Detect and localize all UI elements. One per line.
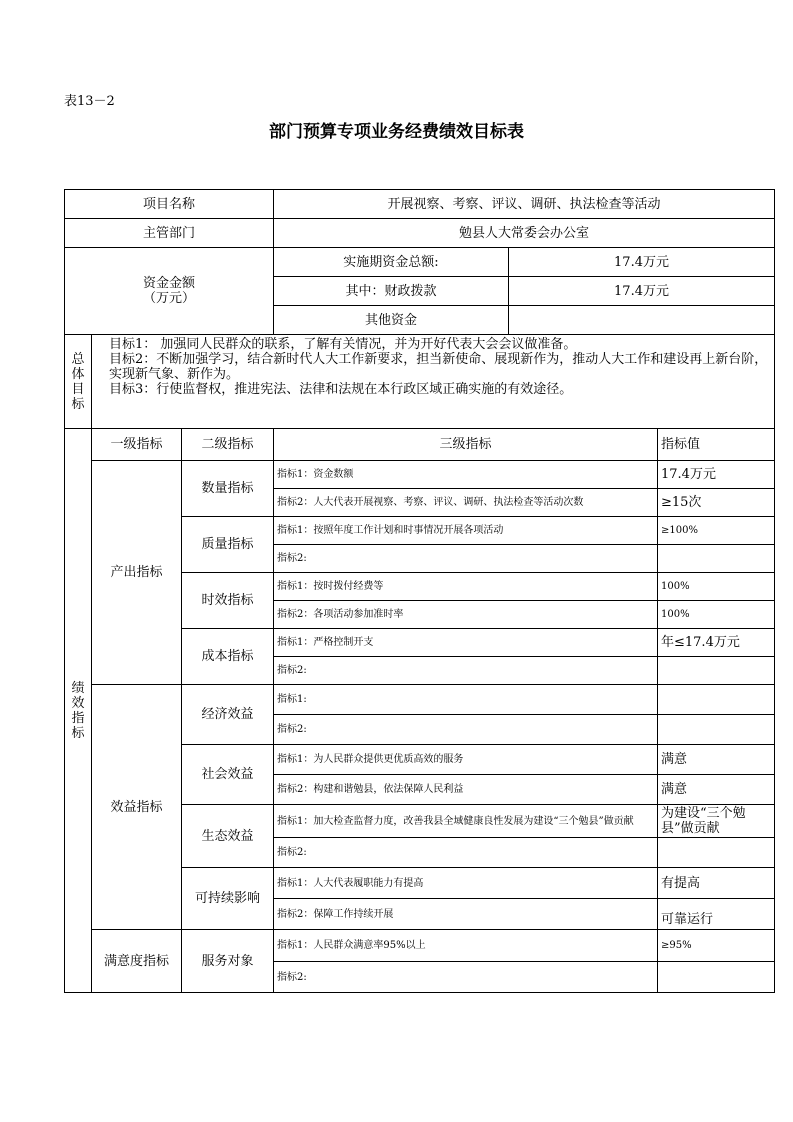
level2-ecological: 生态效益 (182, 805, 274, 868)
level1-output: 产出指标 (92, 461, 182, 685)
goal-item: 目标2：不断加强学习，结合新时代人大工作新要求，担当新使命、展现新作为，推动人大工作和建设再上新台阶，实现新气象、新作为。 (109, 352, 768, 382)
page-title: 部门预算专项业务经费绩效目标表 (269, 122, 524, 142)
other-funds-label: 其他资金 (274, 306, 509, 335)
indicator-value (658, 715, 775, 745)
level2-social: 社会效益 (182, 745, 274, 805)
indicator-text: 指标2：人大代表开展视察、考察、评议、调研、执法检查等活动次数 (274, 489, 658, 517)
header-level1: 一级指标 (92, 429, 182, 461)
indicator-value: 为建设“三个勉县”做贡献 (658, 805, 775, 838)
indicator-text: 指标2: (274, 715, 658, 745)
level2-quality: 质量指标 (182, 517, 274, 573)
indicator-text: 指标1：人民群众满意率95%以上 (274, 930, 658, 962)
funds-unit: （万元） (142, 291, 195, 306)
perf-side-label-text: 绩效指标 (71, 680, 85, 741)
header-level3: 三级指标 (274, 429, 658, 461)
indicator-text: 指标1：为人民群众提供更优质高效的服务 (274, 745, 658, 775)
funds-label-cell (65, 248, 274, 335)
indicator-value: 年≤17.4万元 (658, 629, 775, 657)
indicator-value (658, 962, 775, 993)
overall-goals-content (92, 335, 775, 429)
indicator-value: 满意 (658, 775, 775, 805)
level2-service: 服务对象 (182, 930, 274, 993)
dept-value: 勉县人大常委会办公室 (274, 219, 775, 248)
indicator-text: 指标2: (274, 838, 658, 868)
total-funds-label: 实施期资金总额: (274, 248, 509, 277)
indicator-value: 17.4万元 (658, 461, 775, 489)
indicator-value: ≥15次 (658, 489, 775, 517)
level1-benefit: 效益指标 (92, 685, 182, 930)
header-value: 指标值 (658, 429, 775, 461)
indicator-text: 指标2: (274, 962, 658, 993)
indicator-text: 指标2: (274, 657, 658, 685)
other-funds-value (509, 306, 775, 335)
indicator-value: 100% (658, 601, 775, 629)
level2-timeliness: 时效指标 (182, 573, 274, 629)
total-funds-value: 17.4万元 (509, 248, 775, 277)
perf-side-label (65, 429, 92, 993)
table-number-label: 表13－2 (64, 94, 115, 109)
indicator-text: 指标2：构建和谐勉县，依法保障人民利益 (274, 775, 658, 805)
level2-sustainable: 可持续影响 (182, 868, 274, 930)
level1-satisfaction: 满意度指标 (92, 930, 182, 993)
project-name-label: 项目名称 (65, 190, 274, 219)
indicator-value: 有提高 (658, 868, 775, 899)
indicator-text: 指标2：各项活动参加准时率 (274, 601, 658, 629)
indicator-text: 指标2：保障工作持续开展 (274, 899, 658, 930)
fiscal-funds-label: 其中：财政拨款 (274, 277, 509, 306)
overall-goals-label-text: 总体目标 (71, 351, 85, 412)
indicator-text: 指标1：资金数额 (274, 461, 658, 489)
project-name-value: 开展视察、考察、评议、调研、执法检查等活动 (274, 190, 775, 219)
indicator-text: 指标1：严格控制开支 (274, 629, 658, 657)
indicator-text: 指标1：加大检查监督力度，改善我县全域健康良性发展为建设“三个勉县”做贡献 (274, 805, 658, 838)
indicator-value: 100% (658, 573, 775, 601)
fiscal-funds-value: 17.4万元 (509, 277, 775, 306)
level2-quantity: 数量指标 (182, 461, 274, 517)
indicator-text: 指标1：按照年度工作计划和时事情况开展各项活动 (274, 517, 658, 545)
indicator-value: ≥95% (658, 930, 775, 962)
indicator-value: ≥100% (658, 517, 775, 545)
indicator-text: 指标1：按时拨付经费等 (274, 573, 658, 601)
goal-item: 目标1： 加强同人民群众的联系，了解有关情况，并为开好代表大会会议做准备。 (109, 337, 577, 352)
level2-cost: 成本指标 (182, 629, 274, 685)
overall-goals-side-label (65, 335, 92, 429)
goal-item: 目标3：行使监督权，推进宪法、法律和法规在本行政区域正确实施的有效途径。 (109, 382, 573, 397)
funds-label: 资金金额 (142, 276, 195, 291)
dept-label: 主管部门 (65, 219, 274, 248)
indicator-text: 指标1: (274, 685, 658, 715)
indicator-value (658, 657, 775, 685)
indicator-value (658, 685, 775, 715)
indicator-value (658, 545, 775, 573)
indicator-value (658, 838, 775, 868)
level2-economic: 经济效益 (182, 685, 274, 745)
header-level2: 二级指标 (182, 429, 274, 461)
indicator-text: 指标1：人大代表履职能力有提高 (274, 868, 658, 899)
indicator-value: 满意 (658, 745, 775, 775)
performance-target-table (64, 189, 775, 993)
indicator-value: 可靠运行 (658, 899, 775, 930)
indicator-text: 指标2: (274, 545, 658, 573)
